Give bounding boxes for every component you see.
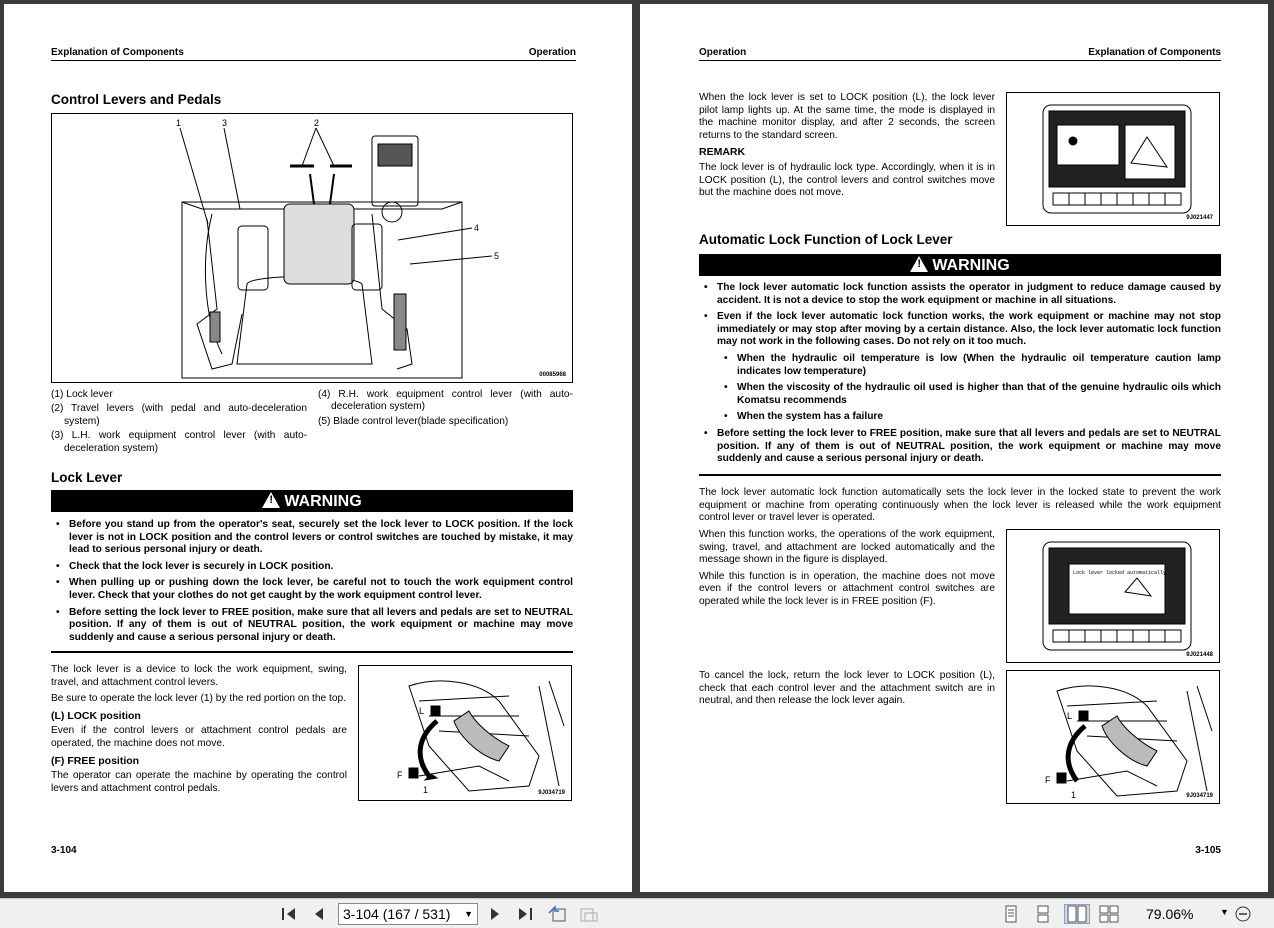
page-right	[640, 4, 1268, 892]
warning-item: • Before setting the lock lever to FREE position, make sure that all levers and pedals are set to NEUTRAL position. If any of them is out of NEUTRAL position, the work equipment or machine may move suddenly and cause a serious personal injury or death.	[51, 607, 573, 645]
auto-lock-details	[699, 529, 995, 613]
warning-icon	[262, 492, 280, 508]
caption-list-a	[51, 389, 307, 457]
label-f: F	[1045, 775, 1051, 785]
warning-label: WARNING	[932, 257, 1010, 274]
monitor-illustration-1	[1007, 93, 1220, 226]
label-1: 1	[423, 785, 429, 795]
warning-item: • The lock lever automatic lock function assists the operator in judgment to reduce damage caused by accident. It is not a device to stop the work equipment or machine in all situations.	[699, 282, 1221, 307]
auto-lock-body: The lock lever automatic lock function automatically sets the lock lever in the locked state to prevent the work equipment or machine from operating continuously when the lock lever is released while the work equipment control lever or travel lever is operated.	[699, 487, 1221, 524]
next-page-button[interactable]	[484, 904, 506, 924]
warning-item: • Check that the lock lever is securely in LOCK position.	[51, 561, 573, 574]
label-l: L	[419, 706, 425, 716]
page-number-field[interactable]	[338, 903, 478, 925]
facing-pages-icon	[1067, 905, 1087, 923]
section-title: Control Levers and Pedals	[51, 92, 222, 107]
warning-icon	[910, 256, 928, 272]
label-f: F	[397, 770, 403, 780]
zoom-dropdown-icon[interactable]: ▼	[1220, 907, 1229, 917]
warning-subitem: • When the hydraulic oil temperature is low (When the hydraulic oil temperature caution lamp indicates low temperature)	[699, 353, 1221, 378]
viewer-toolbar	[0, 898, 1274, 928]
page-header	[51, 47, 576, 61]
label-1: 1	[1071, 790, 1077, 800]
continuous-facing-icon	[1099, 905, 1119, 923]
zoom-level[interactable]: 79.06%	[1146, 906, 1194, 922]
lock-lever-title: Lock Lever	[51, 470, 123, 485]
warning-item: • When pulling up or pushing down the lock lever, be careful not to touch the work equipment control lever. Check that your clothes do not get caught by the work equipment control lever.	[51, 577, 573, 602]
monitor-figure-1	[1006, 92, 1220, 226]
cab-illustration	[52, 114, 573, 383]
next-page-icon	[488, 906, 502, 922]
free-position-text: The operator can operate the machine by operating the control levers and attachment control pedals.	[51, 770, 347, 794]
last-page-button[interactable]	[514, 904, 536, 924]
while-text: While this function is in operation, the machine does not move even if the control levers or attachment control switches are operated while the lock lever is in FREE position (F).	[699, 570, 995, 607]
page-dropdown-icon[interactable]: ▼	[464, 909, 473, 919]
callout-5: 5	[494, 251, 500, 261]
warning-bar	[51, 490, 573, 512]
monitor-figure-2	[1006, 529, 1220, 663]
header-right: Operation	[528, 47, 576, 58]
page-header	[699, 47, 1221, 61]
warning-end-rule	[699, 474, 1221, 476]
auto-lock-title: Automatic Lock Function of Lock Lever	[699, 232, 953, 247]
first-page-icon	[280, 906, 298, 922]
header-left: Explanation of Components	[51, 47, 184, 58]
last-page-icon	[516, 906, 534, 922]
single-page-view-button[interactable]	[1000, 904, 1022, 924]
cab-figure	[51, 113, 573, 383]
caption-5: (5) Blade control lever(blade specification)	[318, 415, 509, 427]
prev-page-icon	[312, 906, 326, 922]
zoom-out-icon	[1234, 905, 1252, 923]
lock-intro	[699, 92, 995, 204]
header-right: Explanation of Components	[1088, 47, 1221, 58]
header-left: Operation	[699, 47, 747, 58]
warning-list	[699, 282, 1221, 470]
free-position-title: (F) FREE position	[51, 754, 140, 767]
facing-view-button[interactable]	[1064, 904, 1090, 924]
warning-list	[51, 519, 573, 648]
go-back-button[interactable]	[546, 904, 568, 924]
figure-code: 9J034719	[1186, 793, 1213, 799]
works-text: When this function works, the operations of the work equipment, swing, travel, and attachment are locked automatically and the message shown in the figure is displayed.	[699, 529, 995, 566]
continuous-icon	[1035, 905, 1051, 923]
caption-4: (4) R.H. work equipment control lever (with auto-deceleration system)	[318, 389, 573, 413]
page-number: 3-104	[51, 845, 77, 856]
figure-code: 9J021447	[1186, 215, 1213, 221]
remark-title: REMARK	[699, 146, 746, 159]
body-paragraph: Be sure to operate the lock lever (1) by the red portion on the top.	[51, 693, 347, 705]
intro-text: When the lock lever is set to LOCK position (L), the lock lever pilot lamp lights up. At the same time, the mode is displayed in the machine monitor display, and after 2 seconds, the screen returns to the standard screen.	[699, 92, 995, 141]
warning-item: • Before you stand up from the operator's seat, securely set the lock lever to LOCK position. If the lock lever is not in LOCK position and the control levers or control switches are touched by mistake, it may lead to serious personal injury or death.	[51, 519, 573, 557]
go-back-icon	[547, 905, 567, 923]
label-l: L	[1067, 711, 1073, 721]
cancel-text: To cancel the lock, return the lock lever to LOCK position (L), check that each control lever and the attachment switch are in neutral, and then release the lock lever again.	[699, 670, 995, 707]
page-number-value: 3-104 (167 / 531)	[343, 906, 451, 922]
zoom-out-button[interactable]	[1232, 904, 1254, 924]
caption-1: (1) Lock lever	[51, 389, 113, 400]
caption-list-b	[318, 389, 573, 430]
lock-lever-body	[51, 664, 347, 799]
callout-2: 2	[314, 118, 320, 128]
warning-subitem: • When the viscosity of the hydraulic oil used is higher than that of the genuine hydraulic oils which Komatsu recommends	[699, 382, 1221, 407]
callout-3: 3	[222, 118, 228, 128]
remark-text: The lock lever is of hydraulic lock type. Accordingly, when it is in LOCK position (L), the control levers and control switches move but the machine does not move.	[699, 161, 995, 199]
prev-page-button[interactable]	[308, 904, 330, 924]
lock-lever-figure	[358, 665, 572, 801]
warning-item: • Even if the lock lever automatic lock function works, the work equipment or machine may not stop immediately or may stop after moving by a certain distance. Also, the lock lever automatic lock function may not work in the following cases. Do not rely on it too much.	[699, 311, 1221, 349]
warning-end-rule	[51, 651, 573, 653]
first-page-button[interactable]	[278, 904, 300, 924]
lock-lever-illustration	[1007, 671, 1220, 804]
lock-position-text: Even if the control levers or attachment control pedals are operated, the machine does not move.	[51, 725, 347, 749]
go-forward-icon	[579, 905, 599, 923]
body-paragraph: The lock lever is a device to lock the work equipment, swing, travel, and attachment control levers.	[51, 664, 347, 688]
page-left	[4, 4, 632, 892]
figure-code: 9J034719	[538, 790, 565, 796]
caption-2: (2) Travel levers (with pedal and auto-deceleration system)	[51, 403, 307, 427]
go-forward-button[interactable]	[578, 904, 600, 924]
figure-code: 9J021448	[1186, 652, 1213, 658]
continuous-view-button[interactable]	[1032, 904, 1054, 924]
lock-lever-figure	[1006, 670, 1220, 804]
lock-position-title: (L) LOCK position	[51, 709, 141, 722]
figure-code: 00085968	[539, 372, 566, 378]
warning-item: • Before setting the lock lever to FREE position, make sure that all levers and pedals are set to NEUTRAL position. If any of them is out of NEUTRAL position, the work equipment or machine may move suddenly and cause a serious personal injury or death.	[699, 428, 1221, 466]
monitor-message: Lock lever locked automatically	[1073, 570, 1167, 576]
callout-4: 4	[474, 223, 480, 233]
lock-lever-illustration	[359, 666, 572, 801]
caption-3: (3) L.H. work equipment control lever (with auto-deceleration system)	[51, 430, 307, 454]
warning-subitem: • When the system has a failure	[699, 411, 1221, 424]
callout-1: 1	[176, 118, 182, 128]
single-page-icon	[1003, 905, 1019, 923]
warning-bar	[699, 254, 1221, 276]
warning-label: WARNING	[284, 493, 362, 510]
monitor-illustration-2	[1007, 530, 1220, 663]
continuous-facing-button[interactable]	[1098, 904, 1120, 924]
page-number: 3-105	[1195, 845, 1221, 856]
